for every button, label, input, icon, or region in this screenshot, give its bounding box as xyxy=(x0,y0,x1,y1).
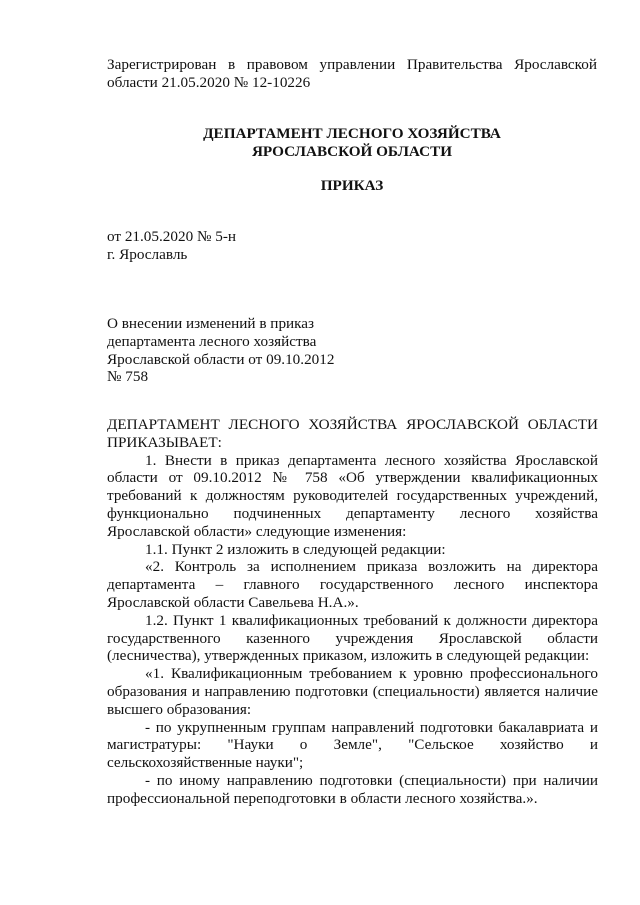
org-name xyxy=(107,125,597,161)
subject-line: О внесении изменений в приказ xyxy=(107,315,315,332)
subject-line: департамента лесного хозяйства xyxy=(107,332,317,350)
paragraph-1: 1. Внести в приказ департамента лесного хозяйства Ярославской области от 09.10.2012 № 758 «Об утверждении квалификационных требований к должностям руководителей государственных учреждений, функционально подчиненных департаменту лесного хозяйства Ярославской области» следующие изменения: xyxy=(107,451,598,540)
bullet-item: - по иному направлению подготовки (специальности) при наличии профессиональной переподготовки в области лесного хозяйства.». xyxy=(107,771,598,807)
registration-note xyxy=(107,56,597,92)
paragraph-1-2: 1.2. Пункт 1 квалификационных требований к должности директора государственного казенного учреждения Ярославской области (лесничества), утвержденных приказом, изложить в следующей редакции: xyxy=(107,611,598,665)
preamble-line-1: ДЕПАРТАМЕНТ ЛЕСНОГО ХОЗЯЙСТВА ЯРОСЛАВСКОЙ ОБЛАСТИ xyxy=(107,416,598,433)
registration-line-1: Зарегистрирован в правовом управлении Правительства Ярославской xyxy=(107,56,597,73)
preamble-line-2: ПРИКАЗЫВАЕТ: xyxy=(107,433,222,451)
city: г. Ярославль xyxy=(107,245,188,263)
subject-line: Ярославской области от 09.10.2012 xyxy=(107,350,335,368)
document-meta xyxy=(107,228,407,264)
org-name-line-1: ДЕПАРТАМЕНТ ЛЕСНОГО ХОЗЯЙСТВА xyxy=(203,125,501,142)
paragraph-1-1-quote: «2. Контроль за исполнением приказа возложить на директора департамента – главного государственного лесного инспектора Ярославской области Савельева Н.А.». xyxy=(107,558,598,611)
document-body xyxy=(107,416,598,808)
org-name-line-2: ЯРОСЛАВСКОЙ ОБЛАСТИ xyxy=(251,142,453,160)
paragraph-1-2-quote: «1. Квалификационным требованием к уровню профессионального образования и направлению подготовки (специальности) является наличие высшего образования: xyxy=(107,665,598,718)
document-type: ПРИКАЗ xyxy=(320,177,384,194)
registration-line-2: области 21.05.2020 № 12-10226 xyxy=(107,73,311,91)
bullet-item: - по укрупненным группам направлений подготовки бакалавриата и магистратуры: "Науки о Земле", "Сельское хозяйство и сельскохозяйственные науки"; xyxy=(107,718,598,772)
date-number: от 21.05.2020 № 5-н xyxy=(107,228,237,245)
subject-line: № 758 xyxy=(107,368,149,386)
subject xyxy=(107,315,407,386)
paragraph-1-1: 1.1. Пункт 2 изложить в следующей редакции: xyxy=(145,540,446,558)
